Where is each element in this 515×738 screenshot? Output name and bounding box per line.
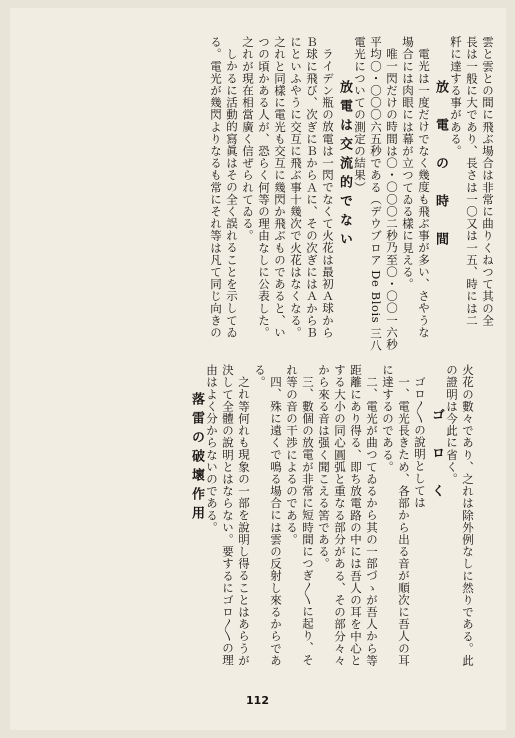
text-line: 電光は一度だけでなく幾度も飛ぶ事が多い、さやうな — [417, 48, 431, 339]
text-line: の證明は今此に省く。 — [445, 364, 459, 485]
text-line: しかるに活動的寫眞はその全く誤れることを示してゐ — [225, 48, 239, 339]
text-line: 粁に達する事がある。 — [449, 36, 463, 157]
section-heading: 落雷の破壞作用 — [189, 392, 204, 525]
text-line: 平均〇・〇〇〇六五秒である（デウブロア De Blois 三八 — [369, 36, 383, 352]
text-line: 火花の數々であり、之れは除外例なしに然りである。此 — [461, 364, 475, 667]
text-line: 之れが現在相當廣く信ぜられてゐる。 — [241, 36, 255, 242]
text-line: 三、數個の放電が非常に短時間につぎ〳〵に起り、そ — [301, 376, 315, 666]
text-line: する大小の同心圓弧と重なる部分がある、その部分々々 — [333, 364, 347, 667]
text-line: 電光についての測定の結果） — [353, 36, 367, 194]
text-line: にといふやうに交互に飛ぶ事十幾次で火花はなくなる。 — [289, 36, 303, 339]
text-line: ライデン瓶の放電は一閃でなくて火花は最初Ａ球から — [321, 48, 335, 339]
text-line: 長は一般に大であり、長さは一〇又は一五、時には二 — [465, 36, 479, 327]
text-line: Ｂ球に飛び、次ぎにＢからＡに、その次ぎにはＡからＢ — [305, 36, 319, 339]
text-line: 一、電光長きため、各部から出る音が順次に吾人の耳 — [397, 376, 411, 667]
section-heading: 放 電 の 時 間 — [433, 80, 448, 251]
page-number: 112 — [246, 694, 269, 707]
text-line: 四、殊に遠くで鳴る場合には雲の反射し來るからであ — [269, 376, 283, 667]
section-heading: 放電は交流的でない — [337, 80, 352, 251]
text-line: ゴロ〳〵の說明としては — [413, 376, 427, 509]
text-line: れ等の音の干渉によるのである。 — [285, 364, 299, 546]
text-line: 距離にあり得る、即ち放電路の中には吾人の耳を中心と — [349, 364, 363, 667]
text-line: る。 — [253, 364, 267, 389]
upper-text-block — [36, 36, 496, 358]
book-page — [10, 8, 506, 730]
text-line: 場合には肉眼には幕が立つてゐる樣に見える。 — [401, 36, 415, 291]
text-line: つの頃かある人が、恐らく何等の理由なしに公表した。 — [257, 36, 271, 339]
text-line: 雲と雲との間に飛ぶ場合は非常に曲りくねつて其の全 — [481, 36, 495, 327]
text-line: る。電光が幾閃よりなるも常にそれ等は凡て同じ向きの — [209, 36, 223, 339]
lower-text-block — [136, 364, 476, 686]
text-line: 唯一閃だけの時間は〇・〇〇〇二秒乃至〇・〇〇一六秒 — [385, 48, 399, 351]
text-line: 決して全體の說明とはならない。要するにゴロ〳〵の理 — [221, 364, 235, 666]
text-line: 二、電光が曲つてゐるから其の一部づゝが吾人から等 — [365, 376, 379, 667]
text-line: から來る音は强く聞こえる筈である。 — [317, 364, 331, 570]
text-line: 之れ等何れも現象の一部を說明し得ることはあらうが — [237, 376, 251, 667]
text-line: 之れと同樣に電光も交互に幾閃か飛ぶものであると、い — [273, 36, 287, 339]
text-line: 由はよく分からないのである。 — [205, 364, 219, 534]
text-line: に達するのである。 — [381, 364, 395, 473]
section-heading: ゴ ロ く — [429, 408, 444, 503]
